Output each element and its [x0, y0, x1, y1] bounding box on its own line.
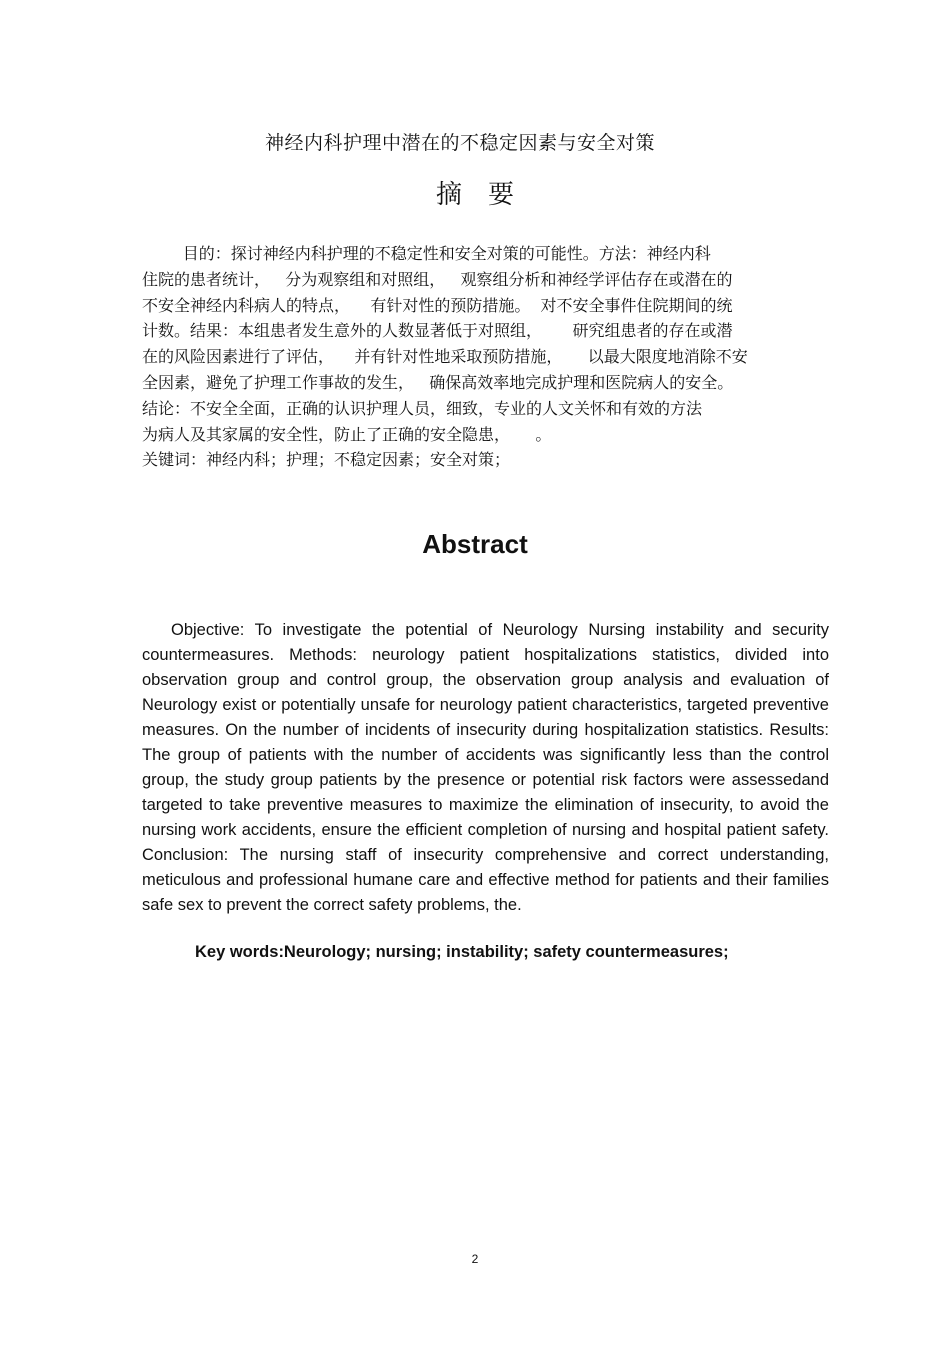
- abstract-cn-line: 目的：探讨神经内科护理的不稳定性和安全对策的可能性。方法：神经内科: [142, 244, 711, 263]
- abstract-cn-line: 全因素，避免了护理工作事故的发生， 确保高效率地完成护理和医院病人的安全。: [142, 372, 734, 392]
- abstract-cn-line: 不安全神经内科病人的特点， 有针对性的预防措施。 对不安全事件住院期间的统: [142, 295, 733, 315]
- page-number: 2: [471, 1252, 479, 1266]
- document-title: 神经内科护理中潜在的不稳定因素与安全对策: [264, 132, 655, 154]
- keywords-cn: 关键词：神经内科；护理；不稳定因素；安全对策；: [142, 450, 511, 470]
- abstract-cn-line: 结论：不安全全面，正确的认识护理人员，细致，专业的人文关怀和有效的方法: [142, 398, 703, 418]
- abstract-cn-line: 计数。结果：本组患者发生意外的人数显著低于对照组， 研究组患者的存在或潜: [142, 321, 733, 341]
- abstract-body-en: Objective: To investigate the potential of Neurology Nursing instability and security countermeasures. Methods: neurology patient hospitalizations statistics, divided into observation group and control group, the observation group analysis and evaluation of Neurology exist or potentially unsafe for neurology patient characteristics, targeted preventive measures. On the number of incidents of insecurity during hospitalization statistics. Results: The group of patients with the number of accidents was significantly less than the control group, the study group patients by the presence or potential risk factors were assessedand targeted to take preventive measures to maximize the elimination of insecurity, to avoid the nursing work accidents, ensure the efficient completion of nursing and hospital patient safety. Conclusion: The nursing staff of insecurity comprehensive and correct understanding, meticulous and professional humane care and effective method for patients and their families safe sex to prevent the correct safety problems, the.: [142, 621, 829, 914]
- abstract-cn-line: 在的风险因素进行了评估， 并有针对性地采取预防措施， 以最大限度地消除不安: [142, 347, 748, 367]
- keywords-en: Key words:Neurology; nursing; instability; safety countermeasures;: [195, 943, 729, 961]
- abstract-body-cn: [142, 241, 804, 473]
- abstract-cn-line: 住院的患者统计， 分为观察组和对照组， 观察组分析和神经学评估存在或潜在的: [142, 269, 733, 289]
- abstract-cn-line: 为病人及其家属的安全性，防止了正确的安全隐患， 。: [142, 424, 552, 444]
- abstract-heading-en: Abstract: [422, 529, 528, 559]
- abstract-heading-cn: 摘要: [435, 180, 540, 210]
